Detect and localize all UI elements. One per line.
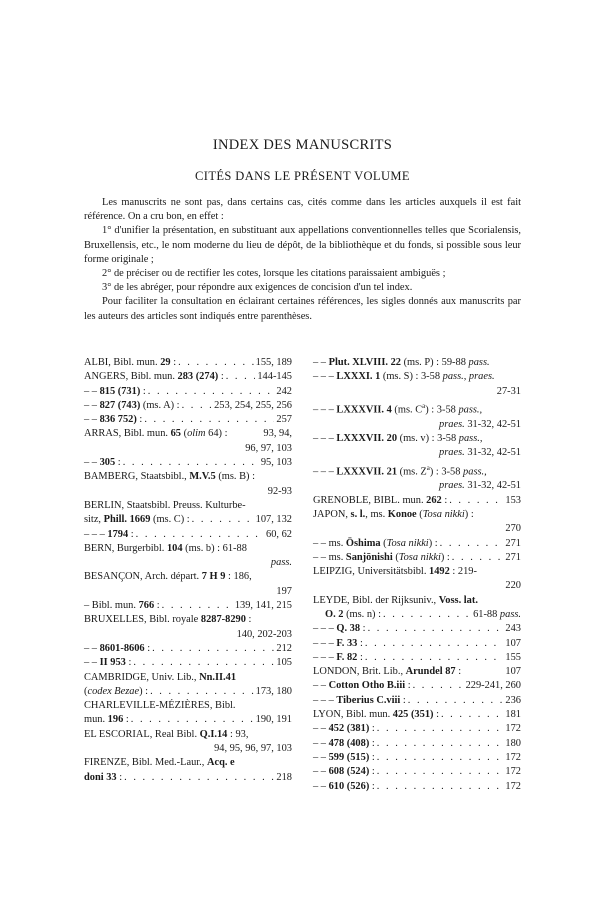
index-entry: – – 452 (381) : . . . 172 (313, 722, 521, 736)
index-entry: – – 610 (526) : . . . 172 (313, 780, 521, 794)
intro-paragraph: 2° de préciser ou de rectifier les cotes, lorsque les citations paraissaient ambiguës ; (102, 268, 446, 280)
index-entry: LYON, Bibl. mun. 425 (351) : . . . 181 (313, 708, 521, 722)
index-entry: LEYDE, Bibl. der Rijksuniv., Voss. lat. O. 2 (ms. n) : . . . 61-88 pass. (313, 594, 521, 623)
index-entry: – – – LXXXI. 1 (ms. S) : 3-58 pass., praes. 27-31 (313, 371, 521, 397)
index-entry: – – 608 (524) : . . . 172 (313, 765, 521, 779)
index-entry: ANGERS, Bibl. mun. 283 (274) : . . . 144-145 (84, 370, 292, 384)
index-entry: – – II 953 : . . . 105 (84, 656, 292, 670)
index-entry: – – 305 : . . . 95, 103 (84, 456, 292, 470)
index-entry: – – Cotton Otho B.iii : . . . 229-241, 260 (313, 679, 521, 693)
page-title: INDEX DES MANUSCRITS (212, 137, 393, 153)
index-column-left (84, 356, 292, 785)
index-entry: – – 815 (731) : . . . 242 (84, 385, 292, 399)
intro-paragraph: Les manuscrits ne sont pas, dans certains cas, cités comme dans les articles auxquels il est fait référence. On a cru bon, en effet : (84, 197, 521, 223)
index-entry: ARRAS, Bibl. mun. 65 (olim 64) : 93, 94, 96, 97, 103 (84, 428, 292, 454)
index-entry: – – – LXXXVII. 4 (ms. $C^a$) : 3-58 pass., praes. 31-32, 42-51 (313, 401, 521, 430)
index-entry: – – ms. Sanjōnishi (Tosa nikki) : . . . 271 (313, 551, 521, 565)
index-entry: BESANÇON, Arch. départ. 7 H 9 : 186, 197 (84, 571, 292, 597)
page-subtitle: CITÉS DANS LE PRÉSENT VOLUME (195, 169, 410, 183)
index-entry: – – 599 (515) : . . . 172 (313, 751, 521, 765)
index-entry: – – – LXXXVII. 21 (ms. $Z^a$) : 3-58 pass., praes. 31-32, 42-51 (313, 463, 521, 492)
index-entry: GRENOBLE, BIBL. mun. 262 : . . . 153 (313, 494, 521, 508)
intro-paragraph: 1° d'unifier la présentation, en substituant aux appellations conventionnelles telles que Scorialensis, Bruxellensis, etc., le nom moderne du lieu de dépôt, de la bibliothèque et du fonds, si possible sous leur forme originale ; (84, 225, 521, 265)
intro-paragraph: Pour faciliter la consultation en éclairant certaines références, les sigles donnés aux manuscrits par les auteurs des articles sont indiqués entre parenthèses. (84, 296, 521, 322)
index-entry: – – – Q. 38 : . . . 243 (313, 622, 521, 636)
index-entry: – – – F. 82 : . . . 155 (313, 651, 521, 665)
index-entry: – – – F. 33 : . . . 107 (313, 637, 521, 651)
index-entry: EL ESCORIAL, Real Bibl. Q.I.14 : 93, 94, 95, 96, 97, 103 (84, 728, 292, 755)
index-entry: ALBI, Bibl. mun. 29 : . . . 155, 189 (84, 356, 292, 370)
index-entry: LONDON, Brit. Lib., Arundel 87 : 107 (313, 666, 521, 678)
intro-paragraph: 3° de les abréger, pour répondre aux exigences de concision d'un tel index. (102, 282, 413, 294)
index-entry: FIRENZE, Bibl. Med.-Laur., Acq. e doni 33 : . . . 218 (84, 756, 292, 785)
index-entry: LEIPZIG, Universitätsbibl. 1492 : 219- 220 (313, 566, 521, 592)
index-entry: – Bibl. mun. 766 : . . . 139, 141, 215 (84, 599, 292, 613)
index-entry: – – – 1794 : . . . 60, 62 (84, 528, 292, 542)
index-entry: – – – LXXXVII. 20 (ms. v) : 3-58 pass., praes. 31-32, 42-51 (313, 432, 521, 459)
index-entry: JAPON, s. l., ms. Konoe (Tosa nikki) : 270 (313, 508, 521, 535)
index-entry: BRUXELLES, Bibl. royale 8287-8290 : 140, 202-203 (84, 614, 292, 640)
index-entry: – – 836 752) : . . . 257 (84, 413, 292, 427)
index-entry: – – Plut. XLVIII. 22 (ms. P) : 59-88 pass. (313, 357, 490, 368)
index-column-right (313, 356, 521, 794)
index-entry: BERLIN, Staatsbibl. Preuss. Kulturbe- sitz, Phill. 1669 (ms. C) : . . . 107, 132 (84, 499, 292, 528)
index-entry: CHARLEVILLE-MÉZIÈRES, Bibl. mun. 196 : . . . 190, 191 (84, 699, 292, 728)
index-entry: BAMBERG, Staatsbibl., M.V.5 (ms. B) : 92-93 (84, 471, 292, 497)
index-entry: CAMBRIDGE, Univ. Lib., Nn.II.41 (codex Bezae) : . . . 173, 180 (84, 671, 292, 700)
index-entry: – – 8601-8606 : . . . 212 (84, 642, 292, 656)
index-entry: – – ms. Ōshima (Tosa nikki) : . . . 271 (313, 537, 521, 551)
index-entry: BERN, Burgerbibl. 104 (ms. b) : 61-88 pass. (84, 542, 292, 569)
intro-text (84, 196, 521, 324)
index-entry: – – 827 (743) (ms. A) : . . . 253, 254, 255, 256 (84, 399, 292, 413)
index-entry: – – 478 (408) : . . . 180 (313, 737, 521, 751)
index-entry: – – – Tiberius C.viii : . . . 236 (313, 694, 521, 708)
